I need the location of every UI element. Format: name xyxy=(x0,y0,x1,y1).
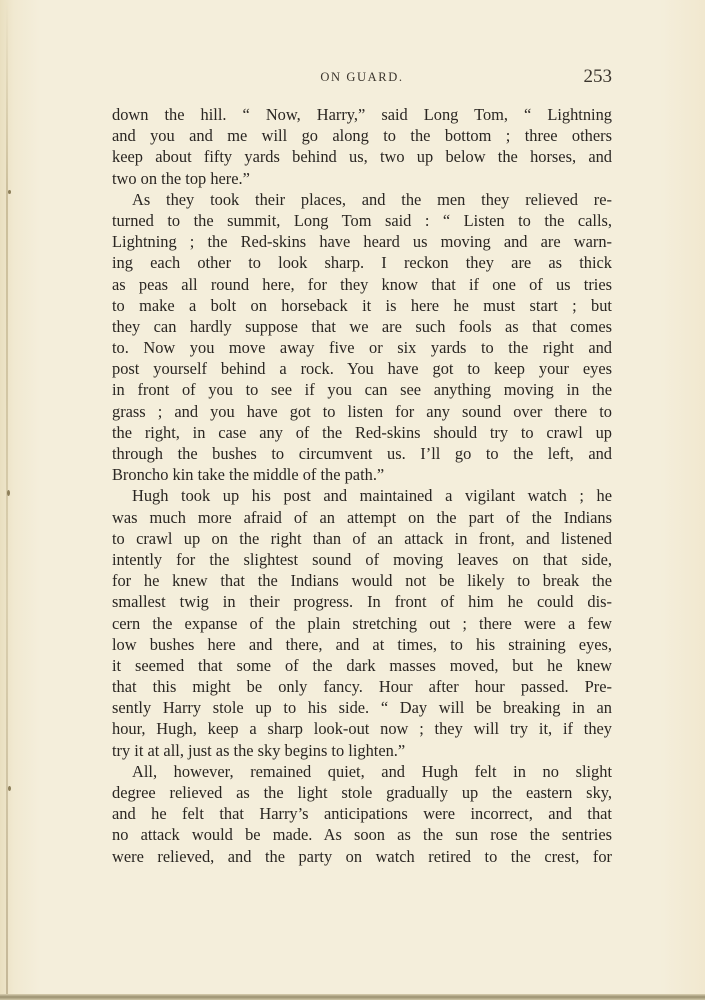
text-line: the right, in case any of the Red-skins should try to crawl up xyxy=(112,422,612,442)
paper-speck xyxy=(7,490,10,496)
text-line: Hugh took up his post and maintained a vigilant watch ; he xyxy=(132,486,612,506)
text-line: they can hardly suppose that we are such fools as that comes xyxy=(112,316,612,336)
text-line: ing each other to look sharp. I reckon they are as thick xyxy=(112,253,612,273)
text-line: As they took their places, and the men they relieved re- xyxy=(132,189,612,209)
text-line: through the bushes to circumvent us. I’ll go to the left, and xyxy=(112,444,612,463)
text-line: down the hill. “ Now, Harry,” said Long Tom, “ Lightning xyxy=(112,105,612,124)
text-line: were relieved, and the party on watch retired to the crest, for xyxy=(112,846,612,866)
text-line: as peas all round here, for they know that if one of us tries xyxy=(112,274,612,294)
body-text xyxy=(112,104,612,867)
text-line: post yourself behind a rock. You have got to keep your eyes xyxy=(112,359,612,379)
text-line: to make a bolt on horseback it is here he must start ; but xyxy=(112,295,612,315)
text-line: cern the expanse of the plain stretching out ; there were a few xyxy=(112,613,612,633)
page-bottom-edge xyxy=(0,994,705,1000)
text-line: Broncho kin take the middle of the path.” xyxy=(112,465,385,485)
text-line: low bushes here and there, and at times, to his straining eyes, xyxy=(112,634,612,654)
text-line: to crawl up on the right than of an attack in front, and listened xyxy=(112,528,612,548)
text-line: and he felt that Harry’s anticipations were incorrect, and that xyxy=(112,804,612,824)
text-line: try it at all, just as the sky begins to lighten.” xyxy=(112,740,406,760)
running-head xyxy=(112,66,612,90)
binding-gutter xyxy=(6,0,8,1000)
text-line: for he knew that the Indians would not be likely to break the xyxy=(112,571,612,591)
text-line: was much more afraid of an attempt on the part of the Indians xyxy=(112,507,612,527)
paper-speck xyxy=(8,786,11,791)
text-line: in front of you to see if you can see anything moving in the xyxy=(112,380,612,400)
text-line: All, however, remained quiet, and Hugh felt in no slight xyxy=(132,761,612,781)
text-line: that this might be only fancy. Hour after hour passed. Pre- xyxy=(112,677,612,697)
page-number: 253 xyxy=(583,66,612,87)
text-line: two on the top here.” xyxy=(112,168,250,188)
text-line: intently for the slightest sound of moving leaves on that side, xyxy=(112,549,612,569)
text-line: Lightning ; the Red-skins have heard us moving and are warn- xyxy=(112,232,612,252)
text-line: no attack would be made. As soon as the sun rose the sentries xyxy=(112,825,612,845)
text-line: to. Now you move away five or six yards to the right and xyxy=(112,338,612,358)
text-line: turned to the summit, Long Tom said : “ Listen to the calls, xyxy=(112,210,612,230)
text-line: hour, Hugh, keep a sharp look-out now ; they will try it, if they xyxy=(112,719,612,739)
text-line: and you and me will go along to the bottom ; three others xyxy=(112,126,612,146)
text-line: grass ; and you have got to listen for any sound over there to xyxy=(112,401,612,421)
text-line: smallest twig in their progress. In front of him he could dis- xyxy=(112,592,612,612)
text-line: it seemed that some of the dark masses moved, but he knew xyxy=(112,655,612,675)
running-title: ON GUARD. xyxy=(320,70,404,84)
text-line: sently Harry stole up to his side. “ Day will be breaking in an xyxy=(112,698,612,718)
paper-speck xyxy=(8,190,11,194)
text-line: degree relieved as the light stole gradually up the eastern sky, xyxy=(112,783,612,802)
text-line: keep about fifty yards behind us, two up below the horses, and xyxy=(112,147,612,167)
